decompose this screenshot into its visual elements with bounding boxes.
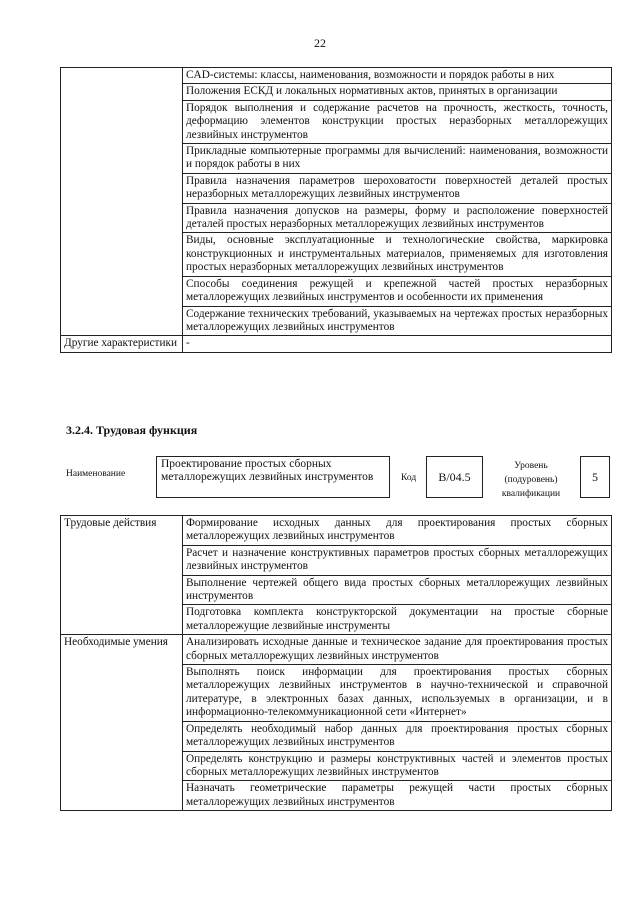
page-number: 22 bbox=[314, 36, 326, 50]
knowledge-table bbox=[60, 67, 612, 353]
qualification-level-label: Уровень (подуровень) квалификации bbox=[501, 461, 561, 499]
row-label: Трудовые действия bbox=[61, 516, 183, 635]
action-item: Расчет и назначение конструктивных параметров простых сборных металлорежущих лезвийных инструментов bbox=[183, 545, 612, 575]
knowledge-item: Правила назначения параметров шероховатости поверхностей деталей простых неразборных металлорежущих лезвийных инструментов bbox=[183, 173, 612, 203]
table-row bbox=[61, 635, 612, 665]
knowledge-item: Правила назначения допусков на размеры, форму и расположение поверхностей деталей простых неразборных металлорежущих лезвийных инструментов bbox=[183, 203, 612, 233]
knowledge-item: Виды, основные эксплуатационные и технологические свойства, маркировка конструкционных и инструментальных материалов, применяемых для изготовления простых неразборных металлорежущих лезвийных инструментов bbox=[183, 233, 612, 276]
function-name-box: Проектирование простых сборных металлорежущих лезвийных инструментов bbox=[156, 456, 390, 498]
row-label: Необходимые умения bbox=[61, 635, 183, 811]
row-label bbox=[61, 68, 183, 336]
skill-item: Определять конструкцию и размеры конструктивных частей и элементов простых сборных металлорежущих лезвийных инструментов bbox=[183, 751, 612, 781]
table-row bbox=[61, 516, 612, 546]
skill-item: Определять необходимый набор данных для проектирования простых сборных металлорежущих лезвийных инструментов bbox=[183, 721, 612, 751]
other-characteristics-value: - bbox=[183, 336, 612, 352]
knowledge-item: Способы соединения режущей и крепежной частей простых неразборных металлорежущих лезвийных инструментов и особенности их применения bbox=[183, 276, 612, 306]
knowledge-item: Содержание технических требований, указываемых на чертежах простых неразборных металлорежущих лезвийных инструментов bbox=[183, 306, 612, 336]
skill-item: Выполнять поиск информации для проектирования простых сборных металлорежущих лезвийных инструментов в научно-технической и справочной литературе, в электронных базах данных, используемых в организации, и в информационно-телекоммуникационной сети «Интернет» bbox=[183, 665, 612, 722]
knowledge-item: Порядок выполнения и содержание расчетов на прочность, жесткость, точность, деформацию элементов конструкции простых неразборных металлорежущих лезвийных инструментов bbox=[183, 100, 612, 143]
table-row bbox=[61, 68, 612, 84]
skill-item: Анализировать исходные данные и техническое задание для проектирования простых сборных металлорежущих лезвийных инструментов bbox=[183, 635, 612, 665]
action-item: Формирование исходных данных для проектирования простых сборных металлорежущих лезвийных инструментов bbox=[183, 516, 612, 546]
table-row bbox=[61, 336, 612, 352]
code-label: Код bbox=[401, 473, 417, 483]
name-label: Наименование bbox=[66, 469, 126, 479]
qualification-level-box: 5 bbox=[580, 456, 610, 498]
section-heading: 3.2.4. Трудовая функция bbox=[66, 423, 198, 437]
row-label: Другие характеристики bbox=[61, 336, 183, 352]
knowledge-item: Положения ЕСКД и локальных нормативных актов, принятых в организации bbox=[183, 84, 612, 100]
action-item: Выполнение чертежей общего вида простых сборных металлорежущих лезвийных инструментов bbox=[183, 575, 612, 605]
action-item: Подготовка комплекта конструкторской документации на простые сборные металлорежущие лезвийные инструменты bbox=[183, 605, 612, 635]
function-code-box: B/04.5 bbox=[426, 456, 483, 498]
skill-item: Назначать геометрические параметры режущей части простых сборных металлорежущих лезвийных инструментов bbox=[183, 781, 612, 811]
function-table bbox=[60, 515, 612, 811]
knowledge-item: Прикладные компьютерные программы для вычислений: наименования, возможности и порядок работы в них bbox=[183, 144, 612, 174]
knowledge-item: CAD-системы: классы, наименования, возможности и порядок работы в них bbox=[183, 68, 612, 84]
